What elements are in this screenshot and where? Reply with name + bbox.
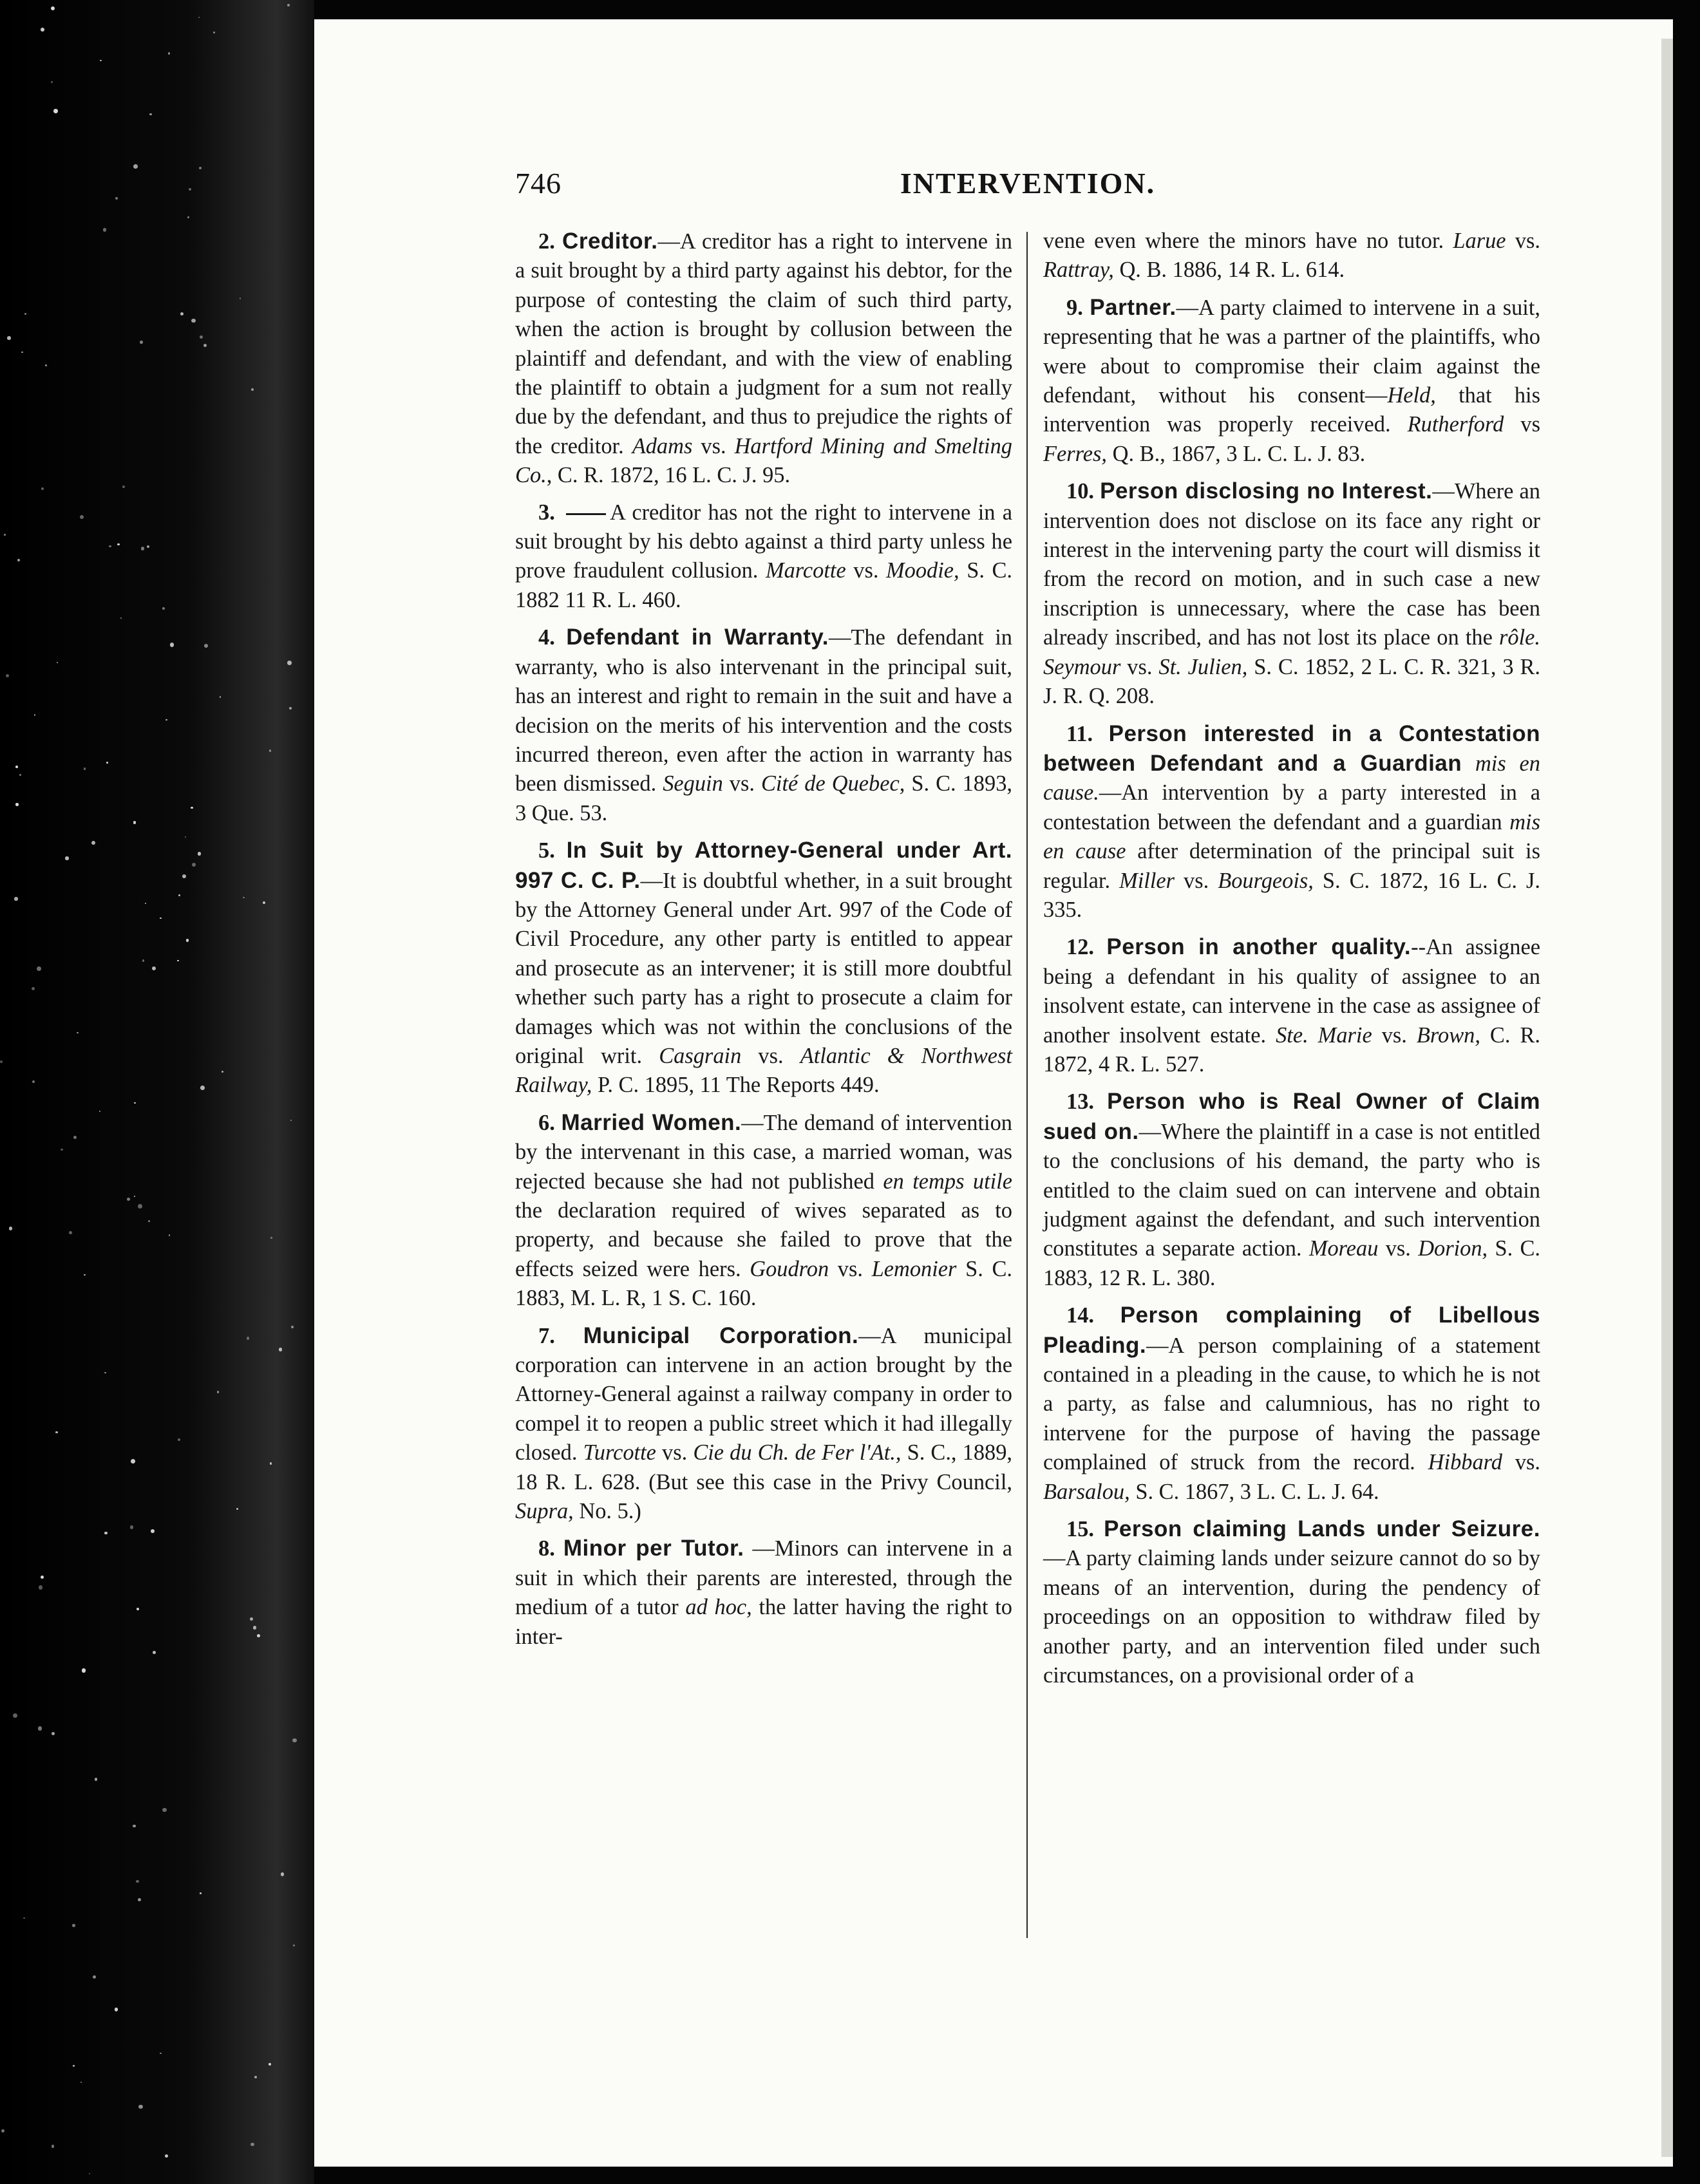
entry-number: 8. <box>538 1536 563 1561</box>
scan-background-left <box>0 0 314 2184</box>
citation-italic: Cie du Ch. de Fer l'At., <box>693 1440 902 1465</box>
dust-speck <box>137 1608 139 1610</box>
dust-speck <box>253 1626 256 1629</box>
dust-speck <box>287 661 291 664</box>
entry-text: —A municipal corporation can intervene in an action brought by the Attorney-General against a railway company in order to compel it to reopen a public street which it had illegally closed. <box>515 1323 1012 1465</box>
entry-text: vs. <box>1502 1450 1541 1475</box>
citation-italic: en temps utile <box>883 1169 1012 1194</box>
citation-italic: Miller <box>1119 868 1175 893</box>
entry-text: Q. B. 1886, 14 R. L. 614. <box>1113 258 1345 283</box>
citation-italic: Barsalou, <box>1043 1479 1130 1504</box>
entry-number: 4. <box>538 625 567 650</box>
entry-number: 14. <box>1066 1303 1120 1328</box>
citation-italic: Larue <box>1453 229 1506 253</box>
dust-speck <box>269 2063 271 2066</box>
entry-text: the latter having the right to inter- <box>515 1595 1012 1649</box>
entry-heading: In Suit by Attorney-General under Art. 997 C. C. P. <box>515 838 1012 893</box>
dust-speck <box>182 874 186 878</box>
column-divider <box>1026 232 1028 1938</box>
entry-text: vs. <box>1506 229 1540 253</box>
entry-text: vs. <box>692 433 735 458</box>
dust-speck <box>187 216 189 218</box>
entry-4 <box>515 623 1012 828</box>
entry-text: A creditor has not the right to intervene in a suit brought by his debto against a third party unless he prove fraudulent collusion. <box>515 500 1013 583</box>
dust-speck <box>95 1778 97 1780</box>
citation-italic: Rattray, <box>1043 258 1114 283</box>
dust-speck <box>198 852 202 856</box>
dust-speck <box>15 766 18 768</box>
right-column <box>1043 227 1540 1699</box>
entry-text: No. 5.) <box>573 1499 641 1524</box>
citation-italic: Dorion, <box>1418 1236 1488 1261</box>
citation-italic: mis en cause. <box>1043 751 1540 805</box>
dust-speck <box>61 1149 63 1151</box>
citation-italic: Casgrain <box>659 1043 742 1068</box>
citation-italic: St. Julien, <box>1158 654 1248 679</box>
entry-text: S. C. 1883, M. L. R, 1 S. C. 160. <box>515 1256 1012 1311</box>
dust-speck <box>149 113 151 115</box>
citation-italic: Held, <box>1387 383 1436 408</box>
entry-heading: Creditor. <box>562 229 658 254</box>
entry-text: S. C. 1893, 3 Que. 53. <box>515 771 1012 825</box>
citation-italic: mis en cause <box>1043 809 1540 864</box>
citation-italic: Brown, <box>1416 1022 1480 1048</box>
dust-speck <box>103 228 106 231</box>
citation-italic: Seymour <box>1043 654 1121 679</box>
entry-heading: Person complaining of Libellous Pleading. <box>1043 1303 1540 1358</box>
dust-speck <box>21 352 23 353</box>
entry-heading: Person disclosing no Interest. <box>1100 478 1433 504</box>
ditto-dash <box>566 513 606 515</box>
entry-2 <box>515 227 1012 491</box>
dust-speck <box>80 515 84 519</box>
dust-speck <box>69 1231 72 1234</box>
dust-speck <box>287 4 290 6</box>
citation-italic: Ferres, <box>1043 441 1108 466</box>
entry-number: 6. <box>538 1110 562 1135</box>
entry-text: C. R. 1872, 4 R. L. 527. <box>1043 1022 1540 1077</box>
dust-speck <box>162 607 165 610</box>
entry-text: that his intervention was properly received. <box>1043 383 1540 437</box>
entry-text: Q. B., 1867, 3 L. C. L. J. 83. <box>1107 441 1366 466</box>
dust-speck <box>269 749 271 751</box>
entry-text: vs. <box>1120 654 1159 679</box>
entry-heading: Person who is Real Owner of Claim sued on. <box>1043 1089 1540 1144</box>
dust-speck <box>52 2145 54 2147</box>
entry-number: 12. <box>1066 935 1107 960</box>
entry-text: —An intervention by a party interested in a contestation between the defendant and a guardian <box>1043 780 1540 834</box>
entry-text: —A creditor has a right to intervene in a suit brought by a third party against his debtor, for the purpose of contesting the claim of such third party, when the action is brought by collusion between the plaintiff and defendant, and with the view of enabling the plaintiff to obtain a judgment for a sum not really due by the defendant, and thus to prejudice the rights of the creditor. <box>515 229 1012 458</box>
citation-italic: Rutherford <box>1407 412 1504 437</box>
entry-continuation <box>1043 227 1540 285</box>
citation-italic: Moodie, <box>886 558 959 583</box>
dust-speck <box>200 1086 205 1090</box>
entry-text: P. C. 1895, 11 The Reports 449. <box>592 1073 880 1098</box>
entry-3 <box>515 498 1012 616</box>
dust-speck <box>41 28 44 32</box>
running-title: INTERVENTION. <box>900 167 1156 200</box>
left-column <box>515 227 1012 1659</box>
dust-speck <box>263 901 265 904</box>
entry-number: 11. <box>1066 721 1109 746</box>
dust-speck <box>140 341 142 343</box>
dust-speck <box>136 1880 138 1883</box>
dust-speck <box>73 2065 75 2067</box>
entry-8 <box>515 1534 1012 1652</box>
dust-speck <box>250 1617 253 1621</box>
citation-italic: rôle. <box>1499 625 1540 650</box>
dust-speck <box>133 164 138 169</box>
entry-text: vs <box>1504 412 1540 437</box>
entry-heading: Person claiming Lands under Seizure. <box>1104 1516 1540 1542</box>
entry-text: S. C. 1852, 2 L. C. R. 321, 3 R. J. R. Q. 208. <box>1043 654 1541 709</box>
entry-text: S. C. 1872, 16 L. C. J. 335. <box>1043 868 1540 922</box>
entry-text: vs. <box>829 1256 872 1281</box>
citation-italic: Turcotte <box>583 1440 656 1465</box>
entry-text: —A party claimed to intervene in a suit, representing that he was a partner of the plaintiffs, who were about to compromise their claim against the defendant, without his consent— <box>1043 295 1540 408</box>
entry-15 <box>1043 1514 1540 1690</box>
entry-text: vs. <box>1378 1236 1419 1261</box>
entry-heading: Defendant in Warranty. <box>566 625 829 650</box>
dust-speck <box>198 17 200 18</box>
entry-text: --An assignee being a defendant in his quality of assignee to an insolvent estate, can intervene in the case as assignee of another insolvent estate. <box>1043 935 1540 1048</box>
dust-speck <box>203 344 207 347</box>
entry-12 <box>1043 932 1540 1079</box>
dust-speck <box>4 534 6 536</box>
dust-speck <box>133 1825 135 1827</box>
dust-speck <box>220 696 221 697</box>
entry-14 <box>1043 1301 1540 1507</box>
citation-italic: Ste. Marie <box>1276 1022 1372 1048</box>
entry-text: vene even where the minors have no tutor. <box>1043 229 1453 253</box>
entry-number: 10. <box>1066 479 1100 504</box>
citation-italic: Cité de Quebec, <box>760 771 905 796</box>
citation-italic: Marcotte <box>765 558 846 583</box>
dust-speck <box>84 1274 86 1276</box>
dust-speck <box>51 6 55 10</box>
dust-speck <box>292 1738 297 1743</box>
entry-text: —Where the plaintiff in a case is not entitled to the conclusions of his demand, the party who is entitled to the claim sued on can intervene and obtain judgment against the defendant, and such intervention constitutes a separate action. <box>1043 1119 1540 1261</box>
entry-text: the declaration required of wives separated as to property, and because she failed to prove that the effects seized were hers. <box>515 1198 1012 1281</box>
dust-speck <box>138 1204 142 1209</box>
dust-speck <box>93 1975 96 1979</box>
dust-speck <box>162 1808 166 1812</box>
dust-speck <box>147 545 149 548</box>
citation-italic: Goudron <box>750 1256 829 1281</box>
entry-text: S. C. 1883, 12 R. L. 380. <box>1043 1236 1540 1290</box>
entry-text: vs. <box>656 1440 694 1465</box>
entry-text: , C. R. 1872, 16 L. C. J. 95. <box>546 463 791 488</box>
dust-speck <box>115 2008 118 2011</box>
dust-speck <box>82 1668 86 1672</box>
dust-speck <box>243 897 244 898</box>
dust-speck <box>270 1237 272 1238</box>
entry-text: vs. <box>741 1043 800 1068</box>
entry-number: 3. <box>538 500 563 525</box>
page-edge <box>1661 39 1673 2157</box>
citation-italic: Supra, <box>515 1499 574 1524</box>
dust-speck <box>37 966 41 971</box>
entry-number: 7. <box>538 1323 583 1348</box>
dust-speck <box>100 60 101 61</box>
dust-speck <box>15 803 18 805</box>
entry-9 <box>1043 293 1540 469</box>
entry-heading: Person interested in a Contestation between Defendant and a Guardian <box>1043 720 1540 776</box>
dust-speck <box>291 1326 294 1328</box>
entry-text: after determination of the principal suit is regular. <box>1043 839 1540 893</box>
dust-speck <box>240 297 241 299</box>
dust-speck <box>160 2053 161 2054</box>
entry-7 <box>515 1321 1012 1527</box>
citation-italic: Hartford Mining and Smelting Co. <box>515 433 1012 488</box>
entry-heading: Municipal Corporation. <box>583 1323 859 1348</box>
citation-italic: Atlantic & Northwest Railway, <box>515 1043 1012 1098</box>
entry-text <box>1462 751 1475 776</box>
entry-text: —A party claiming lands under seizure cannot do so by means of an intervention, during the pendency of proceedings on an opposition to withdraw filed by another party, and an intervention filed under such circumstances, on a provisional order of a <box>1043 1546 1540 1688</box>
entry-number: 2. <box>538 229 563 254</box>
entry-heading: Minor per Tutor. <box>563 1536 744 1561</box>
citation-italic: ad hoc, <box>685 1595 752 1620</box>
entry-heading: Married Women. <box>561 1109 742 1135</box>
entry-text: —The demand of intervention by the intervenant in this case, a married woman, was rejected because she had not published <box>515 1110 1012 1194</box>
dust-speck <box>51 81 52 82</box>
dust-speck <box>7 336 11 340</box>
entry-text: vs. <box>722 771 761 796</box>
citation-italic: Bourgeois, <box>1218 868 1314 893</box>
citation-italic: Adams <box>632 433 693 458</box>
dust-speck <box>72 1924 75 1926</box>
dust-speck <box>145 903 146 904</box>
dust-speck <box>281 1872 285 1876</box>
citation-italic: Lemonier <box>871 1256 957 1281</box>
dust-speck <box>169 1234 171 1236</box>
entry-text: —It is doubtful whether, in a suit brought by the Attorney General under Art. 997 of the Code of Civil Procedure, any other party is entitled to appear and prosecute as an intervener; it is still more doubtful whether such party has a right to prosecute a claim for damages which was not within the conclusions of the original writ. <box>515 868 1012 1068</box>
entry-text: S. C., 1889, 18 R. L. 628. (But see this case in the Privy Council, <box>515 1440 1012 1494</box>
entry-10 <box>1043 476 1540 711</box>
entry-text: —A person complaining of a statement contained in a pleading in the cause, to which he is not a party, as false and calumnious, has no right to intervene for the purpose of having the passage complained of struck from the record. <box>1043 1333 1540 1475</box>
entry-text: —Where an intervention does not disclose on its face any right or interest in the intervening party the court will dismiss it from the record on motion, and in such case a new inscription is unnecessary, where the case has been already inscribed, and has not lost its place on the <box>1043 479 1541 650</box>
page-header <box>515 166 1540 211</box>
dust-speck <box>138 2105 142 2109</box>
entry-number: 15. <box>1066 1517 1104 1542</box>
dust-speck <box>39 1585 42 1589</box>
entry-text: —Minors can intervene in a suit in which their parents are interested, through the medium of a tutor <box>515 1536 1013 1620</box>
dust-speck <box>14 897 17 900</box>
dust-speck <box>191 807 193 809</box>
citation-italic: Hibbard <box>1428 1450 1502 1475</box>
dust-speck <box>77 1032 78 1033</box>
dust-speck <box>130 1525 134 1529</box>
entry-text: vs. <box>845 558 886 583</box>
entry-text: S. C. 1867, 3 L. C. L. J. 64. <box>1129 1479 1379 1504</box>
dust-speck <box>53 109 58 113</box>
dust-speck <box>251 388 254 391</box>
dust-speck <box>170 643 174 646</box>
entry-11 <box>1043 719 1540 925</box>
dust-speck <box>204 644 208 648</box>
dust-speck <box>1 2129 5 2132</box>
entry-text: vs. <box>1175 868 1218 893</box>
entry-5 <box>515 836 1012 1100</box>
citation-italic: Moreau <box>1308 1236 1379 1261</box>
dust-speck <box>257 1634 260 1637</box>
page-number: 746 <box>515 167 562 200</box>
dust-speck <box>55 1431 57 1433</box>
dust-speck <box>38 1726 42 1730</box>
dust-speck <box>134 1102 135 1104</box>
dust-speck <box>106 762 108 763</box>
dust-speck <box>73 1136 77 1139</box>
entry-13 <box>1043 1087 1540 1293</box>
entry-text: vs. <box>1372 1022 1417 1048</box>
dust-speck <box>133 821 137 824</box>
dust-speck <box>84 767 86 770</box>
dust-speck <box>41 1576 44 1579</box>
dust-speck <box>57 662 58 663</box>
entry-text: —The defendant in warranty, who is also intervenant in the principal suit, has an interest and right to remain in the suit and have a decision on the merits of his intervention and the costs incurred thereon, even after the action in warranty has been dismissed. <box>515 625 1012 796</box>
dust-speck <box>213 32 215 33</box>
entry-text: S. C. 1882 11 R. L. 460. <box>515 558 1012 612</box>
dust-speck <box>109 545 111 547</box>
dust-speck <box>65 856 68 860</box>
citation-italic: Seguin <box>663 771 723 796</box>
entry-number: 5. <box>538 838 567 863</box>
entry-heading: Person in another quality. <box>1106 934 1412 960</box>
dust-speck <box>192 863 196 867</box>
entry-heading: Partner. <box>1090 294 1176 320</box>
entry-number: 13. <box>1066 1089 1108 1115</box>
entry-6 <box>515 1108 1012 1313</box>
entry-number: 9. <box>1066 295 1090 320</box>
